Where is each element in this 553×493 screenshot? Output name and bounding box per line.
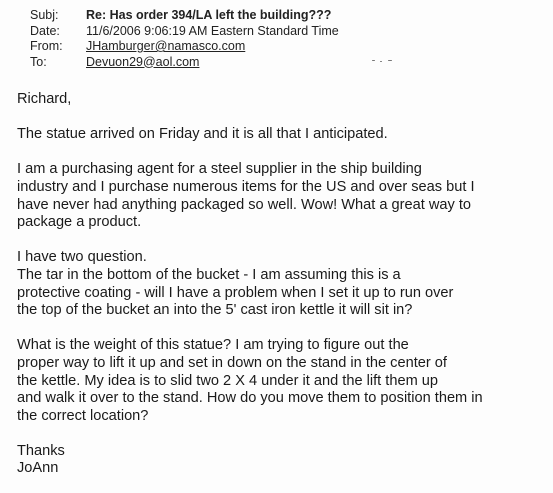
paragraph-1 [17, 126, 545, 144]
subject-label: Subj: [30, 8, 59, 22]
from-email-link[interactable]: JHamburger@namasco.com [86, 39, 246, 53]
subject-row [30, 8, 530, 24]
subject-value: Re: Has order 394/LA left the building??? [86, 8, 332, 22]
to-label: To: [30, 54, 47, 69]
salutation-line: Richard, [17, 91, 72, 107]
paragraph-3-line: The tar in the bottom of the bucket - I am assuming this is a [17, 266, 401, 283]
paragraph-2-line: industry and I purchase numerous items for the US and over seas but I [17, 178, 475, 195]
signature-line: JoAnn [17, 460, 59, 477]
paragraph-4-line: proper way to lift it up and set in down on the stand in the center of [17, 354, 447, 371]
scan-speck [380, 61, 382, 62]
paragraph-3-line: I have two question. [17, 249, 147, 266]
from-row [30, 39, 530, 55]
paragraph-3-line: protective coating - will I have a problem when I set it up to run over [17, 284, 454, 301]
date-label: Date: [30, 23, 60, 38]
email-body [17, 91, 545, 478]
paragraph-4-line: the correct location? [17, 407, 149, 424]
from-label: From: [30, 39, 63, 53]
paragraph-4-line: What is the weight of this statue? I am trying to figure out the [17, 337, 409, 354]
closing-line: Thanks [17, 442, 65, 459]
scan-speck [372, 60, 375, 61]
paragraph-3-line: the top of the bucket an into the 5' cast iron kettle it will sit in? [17, 302, 413, 319]
to-email-link[interactable]: Devuon29@aol.com [86, 54, 200, 69]
salutation [17, 91, 545, 109]
paragraph-1-line: The statue arrived on Friday and it is all that I anticipated. [17, 126, 388, 143]
paragraph-4-line: and walk it over to the stand. How do you move them to position them in [17, 390, 483, 407]
closing [17, 443, 545, 478]
paragraph-3 [17, 249, 545, 319]
email-header [30, 8, 530, 70]
date-row [30, 24, 530, 40]
paragraph-2-line: package a product. [17, 214, 142, 231]
to-row [30, 55, 530, 71]
paragraph-2-line: I am a purchasing agent for a steel supplier in the ship building [17, 161, 422, 178]
paragraph-4-line: the kettle. My idea is to slid two 2 X 4 under it and the lift them up [17, 372, 439, 389]
scan-speck [388, 60, 392, 61]
paragraph-2 [17, 161, 545, 231]
paragraph-4 [17, 337, 545, 425]
paragraph-2-line: have never had anything packaged so well. Wow! What a great way to [17, 196, 472, 213]
date-value: 11/6/2006 9:06:19 AM Eastern Standard Time [86, 23, 339, 38]
